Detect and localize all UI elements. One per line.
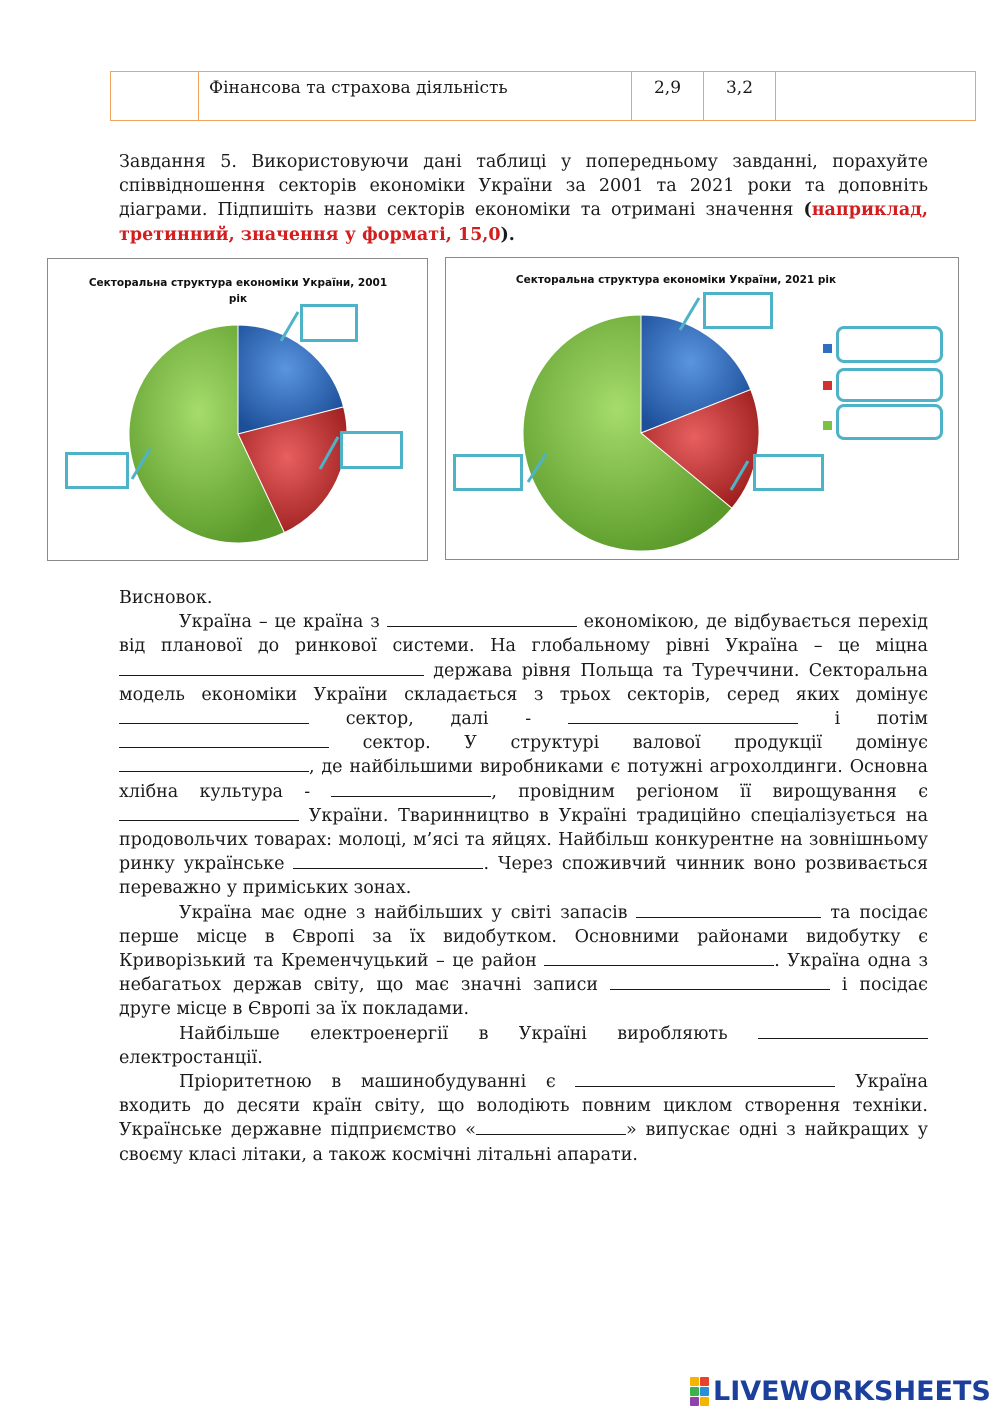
text-segment: економікою, де відбувається перехід від планової до ринкової системи. На глобальному рівні Україна – це міцна [119, 612, 928, 657]
conclusion-paragraph-1 [119, 610, 928, 900]
blank-economy-type[interactable] [387, 610, 577, 627]
blank-deposits[interactable] [610, 973, 830, 990]
text-segment: держава рівня Польща та Туреччини. Секторальна модель економіки України складається з трьох секторів, серед яких домінує [119, 660, 928, 705]
blank-state-type[interactable] [119, 659, 424, 676]
answer-box-red-2021[interactable] [753, 454, 824, 491]
legend-swatch-red [823, 381, 832, 390]
blank-third-sector[interactable] [119, 731, 329, 748]
answer-box-blue-2001[interactable] [300, 304, 358, 342]
chart-2021 [445, 257, 959, 560]
task-open-paren: ( [803, 200, 812, 221]
liveworksheets-logo [690, 1376, 991, 1406]
blank-region[interactable] [119, 804, 299, 821]
text-segment: Україна – це країна з [179, 612, 387, 633]
text-segment: Найбільше електроенергії в Україні виробляють [179, 1023, 758, 1044]
answer-box-green-2021[interactable] [453, 454, 523, 491]
text-segment: Пріоритетною в машинобудуванні є [179, 1072, 576, 1093]
conclusion-paragraph-3 [119, 1022, 928, 1070]
text-segment: Україна входить до десяти країн світу, що володіють повним циклом створення техніки. Українське державне підприємство « [119, 1072, 928, 1141]
table-cell-empty [111, 72, 199, 120]
legend-box-blue[interactable] [836, 326, 943, 363]
blank-competitive-product[interactable] [293, 852, 483, 869]
legend-swatch-blue [823, 344, 832, 353]
table-cell-answer[interactable] [776, 72, 975, 120]
chart-2001-title: Секторальна структура економіки України, 2001 рік [88, 277, 388, 305]
text-segment: , провідним регіоном її вирощування є [491, 781, 929, 802]
table-cell-label: Фінансова та страхова діяльність [199, 72, 632, 120]
blank-second-sector[interactable] [568, 707, 798, 724]
answer-box-red-2001[interactable] [340, 431, 403, 469]
conclusion [119, 586, 928, 1167]
task-close-paren: ). [500, 224, 515, 245]
task-paragraph [119, 150, 928, 247]
text-segment: . Україна одна з небагатьох держав світу, що має значні записи [119, 951, 928, 996]
text-segment: електростанції. [119, 1047, 263, 1068]
text-segment: Україна має одне з найбільших у світі запасів [179, 902, 637, 923]
task-hint: наприклад, третинний, значення у форматі, 15,0 [119, 200, 928, 245]
chart-2001-svg [48, 259, 429, 562]
blank-grain-crop[interactable] [331, 780, 491, 797]
logo-text: LIVEWORKSHEETS [713, 1375, 991, 1407]
conclusion-heading: Висновок. [119, 588, 213, 608]
text-segment: , де найбільшими виробниками є потужні агрохолдинги. Основна хлібна культура - [119, 757, 928, 802]
legend-swatch-green [823, 421, 832, 430]
leader-line-blue [281, 312, 298, 341]
task-text: Завдання 5. Використовуючи дані таблиці у попередньому завданні, порахуйте співвідношення секторів економіки України за 2001 та 2021 роки та доповніть діаграми. Підпишіть назви секторів економіки та отримані значення [119, 152, 928, 221]
blank-enterprise[interactable] [476, 1118, 626, 1135]
table-cell-2021: 3,2 [704, 72, 776, 120]
table-cell-2001: 2,9 [632, 72, 704, 120]
blank-mining-district[interactable] [544, 949, 774, 966]
text-segment: України. Тваринництво в Україні традиційно спеціалізується на продовольчих товарах: молоці, м’ясі та яйцях. Найбільш конкурентне на зовнішньому ринку українське [119, 805, 928, 875]
conclusion-paragraph-2 [119, 901, 928, 1022]
chart-2001 [47, 258, 428, 561]
blank-gross-output[interactable] [119, 755, 309, 772]
text-segment: і потім [797, 709, 928, 730]
text-segment: сектор, далі - [309, 709, 568, 730]
legend-box-red[interactable] [836, 368, 943, 402]
answer-box-green-2001[interactable] [65, 452, 129, 489]
text-segment: » випускає одні з найкращих у своєму класі літаки, а також космічні літальні апарати. [119, 1120, 928, 1165]
chart-2021-title: Секторальна структура економіки України, 2021 рік [515, 274, 837, 286]
conclusion-paragraph-4 [119, 1070, 928, 1167]
answer-box-blue-2021[interactable] [703, 292, 773, 329]
logo-grid-icon [690, 1377, 709, 1406]
data-table-row [110, 71, 976, 121]
text-segment: . Через споживчий чинник воно розвивається переважно у приміських зонах. [119, 854, 928, 899]
blank-reserves[interactable] [636, 901, 821, 918]
blank-power-plants[interactable] [758, 1022, 928, 1039]
text-segment: та посідає перше місце в Європі за їх видобутком. Основними районами видобутку є Криворізький та Кременчуцький – це район [119, 902, 928, 972]
text-segment: і посідає друге місце в Європі за їх покладами. [119, 975, 928, 1020]
text-segment: сектор. У структурі валової продукції домінує [329, 733, 928, 754]
blank-machine-building[interactable] [575, 1070, 835, 1087]
legend-box-green[interactable] [836, 404, 943, 440]
blank-dominant-sector[interactable] [119, 707, 309, 724]
